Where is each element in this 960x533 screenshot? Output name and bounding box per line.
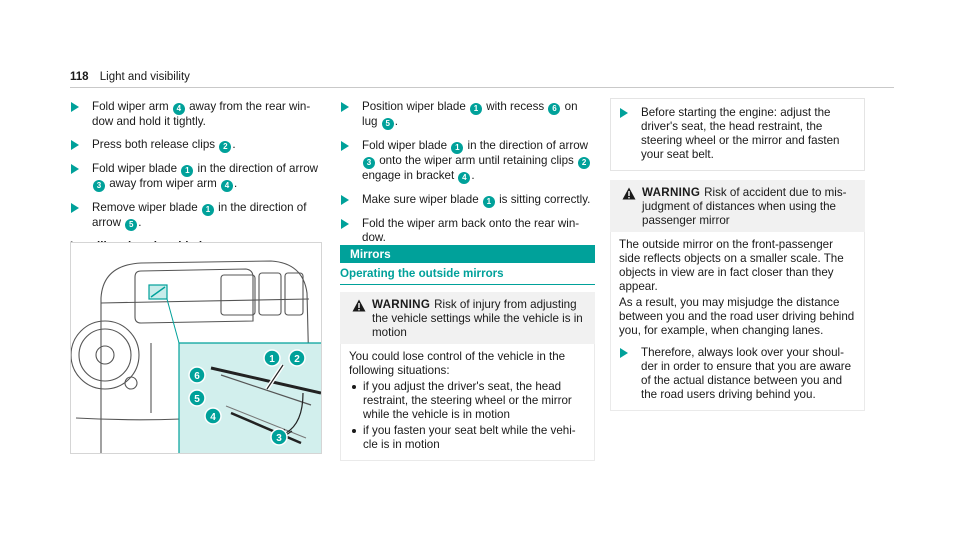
callout-number: 2 xyxy=(219,141,231,153)
callout-number: 1 xyxy=(181,165,193,177)
page-number: 118 xyxy=(70,71,89,83)
step-arrow-icon xyxy=(341,102,349,112)
step-arrow-icon xyxy=(71,164,79,174)
section-title-mirrors: Mirrors xyxy=(340,245,595,263)
step-arrow-icon xyxy=(71,203,79,213)
callout-number: 1 xyxy=(451,142,463,154)
warning-box-injury xyxy=(340,292,595,461)
step: Fold the wiper arm back onto the rear win-dow. xyxy=(340,217,595,245)
warning-heading: Risk of accident due to mis-judgment of distances when using the passenger mirror xyxy=(642,186,847,227)
warning-para-1: The outside mirror on the front-passenger side reflects objects on a smaller scale. The objects in view are in fact closer than they appear. xyxy=(619,238,844,293)
callout-number: 2 xyxy=(578,157,590,169)
callout-number: 1 xyxy=(483,196,495,208)
warning-box-accident xyxy=(610,180,865,411)
subsection-title: Operating the outside mirrors xyxy=(340,267,595,285)
step: Before starting the engine: adjust the driver's seat, the head restraint, the steering wheel or the mirror and fasten your seat belt. xyxy=(619,106,856,162)
callout-1: 1 xyxy=(269,354,275,365)
step-arrow-icon xyxy=(620,108,628,118)
callout-6: 6 xyxy=(194,371,200,382)
column-2 xyxy=(340,100,595,254)
step-arrow-icon xyxy=(620,348,628,358)
section-name: Light and visibility xyxy=(99,71,190,83)
vehicle-rear-drawing xyxy=(71,243,322,454)
step-arrow-icon xyxy=(341,195,349,205)
callout-number: 1 xyxy=(202,204,214,216)
step: Press both release clips 2 . xyxy=(70,138,325,153)
warning-para-2: As a result, you may misjudge the distance between you and the road user driving behind you, for example, when changing lanes. xyxy=(619,296,855,337)
wiper-blade-illustration xyxy=(70,242,322,454)
header-rule xyxy=(70,87,894,88)
callout-number: 5 xyxy=(382,118,394,130)
warning-icon xyxy=(622,187,636,200)
callout-4: 4 xyxy=(210,412,216,423)
callout-number: 1 xyxy=(470,103,482,115)
step: Therefore, always look over your shoul-der in order to ensure that you are aware of the actual distance between you and the road users driving behind you. xyxy=(619,346,856,402)
warning-title: WARNING xyxy=(372,298,431,311)
step-arrow-icon xyxy=(341,219,349,229)
warning-heading: Risk of injury from adjusting the vehicle settings while the vehicle is in motion xyxy=(372,298,583,339)
callout-number: 4 xyxy=(221,180,233,192)
callout-5: 5 xyxy=(194,394,200,405)
step-arrow-icon xyxy=(71,102,79,112)
note-box xyxy=(610,98,865,171)
callout-number: 6 xyxy=(548,103,560,115)
callout-number: 4 xyxy=(173,103,185,115)
list-item: if you fasten your seat belt while the vehi-cle is in motion xyxy=(349,424,586,452)
callout-number: 3 xyxy=(93,180,105,192)
warning-body: You could lose control of the vehicle in the following situations: xyxy=(349,350,566,377)
step: Make sure wiper blade 1 is sitting correctly. xyxy=(340,193,595,208)
step-arrow-icon xyxy=(341,141,349,151)
step-arrow-icon xyxy=(71,140,79,150)
callout-number: 4 xyxy=(458,172,470,184)
callout-number: 3 xyxy=(363,157,375,169)
column-1 xyxy=(70,100,325,262)
list-item: if you adjust the driver's seat, the head restraint, the steering wheel or the mirror while the vehicle is in motion xyxy=(349,380,586,422)
callout-3: 3 xyxy=(276,433,282,444)
step: Fold wiper blade 1 in the direction of arrow 3 away from wiper arm 4 . xyxy=(70,162,325,192)
step: Remove wiper blade 1 in the direction of arrow 5 . xyxy=(70,201,325,231)
warning-icon xyxy=(352,299,366,312)
step: Fold wiper blade 1 in the direction of arrow 3 onto the wiper arm until retaining clips 2 engage in bracket 4 . xyxy=(340,139,595,184)
step: Fold wiper arm 4 away from the rear win-dow and hold it tightly. xyxy=(70,100,325,129)
warning-title: WARNING xyxy=(642,186,701,199)
page-header xyxy=(70,70,190,84)
step: Position wiper blade 1 with recess 6 on lug 5 . xyxy=(340,100,595,130)
callout-number: 5 xyxy=(125,219,137,231)
callout-2: 2 xyxy=(294,354,300,365)
